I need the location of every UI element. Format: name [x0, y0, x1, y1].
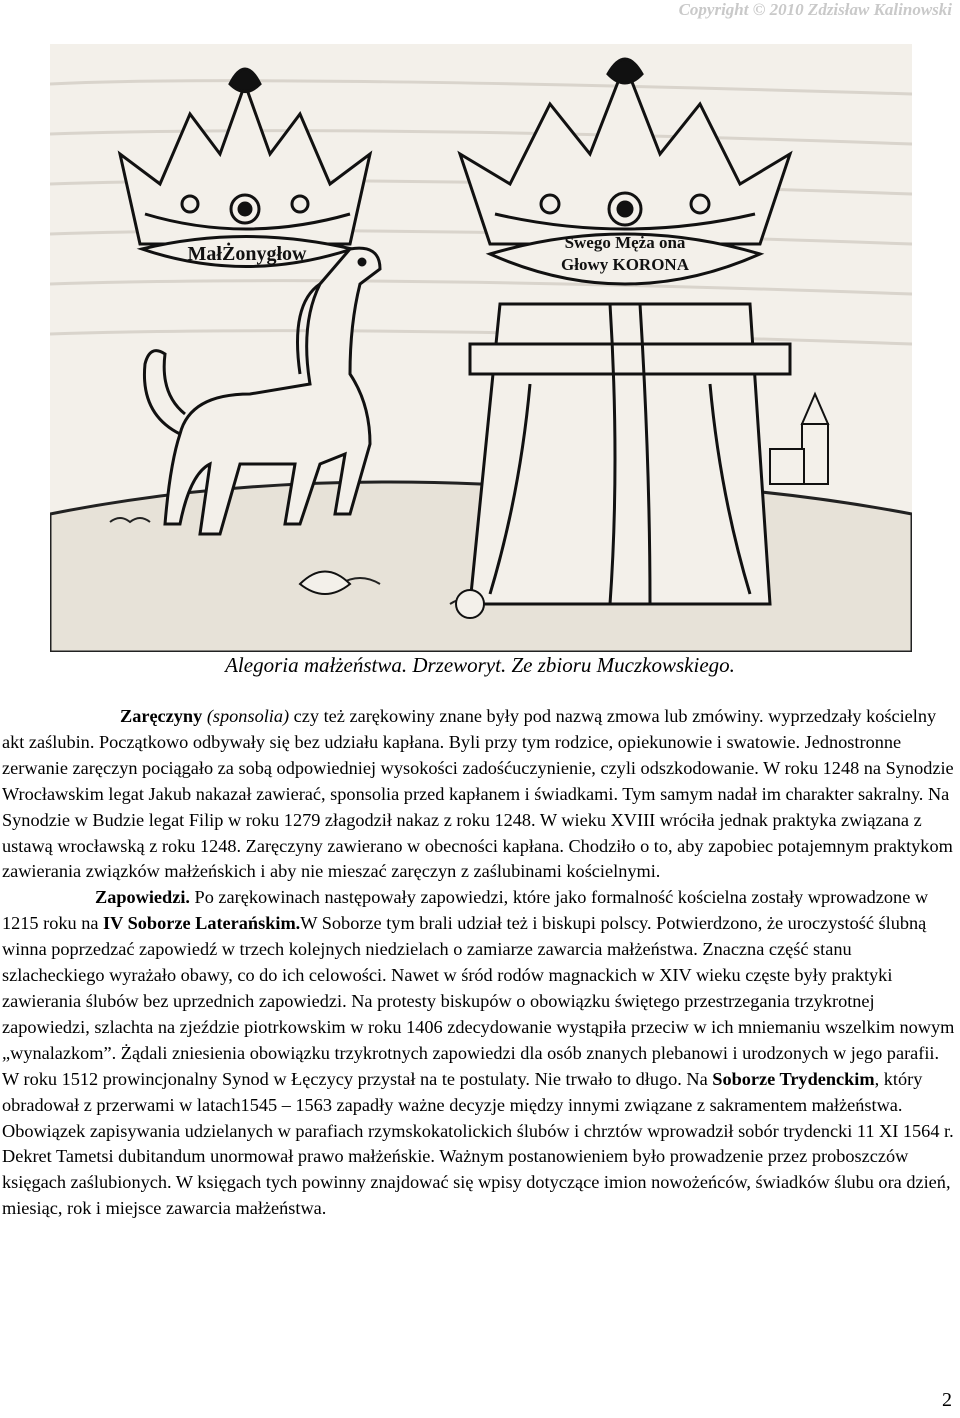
right-banner-line2: Głowy KORONA — [561, 255, 689, 274]
drapery-figure — [470, 304, 790, 604]
text-part-3: , który obradował z przerwami w latach1545 – 1563 zapadły ważne decyzje między innymi związane z sakramentem małżeństwa. Obowiązek zapisywania udzielanych w parafiach rzymskokatolickich ślubów i chrztów wprowadził sobór trydencki 11 XI 1564 r. Dekret Tametsi dubitandum unormował prawo małżeńskie. Ważnym postanowieniem było prowadzenie przez proboszczów księgach zaślubionych. W księgach tych powinny znajdować się wpisy dotyczące imion nowożeńców, świadków ślubu ora dzień, miesiąc, rok i miejsce zawarcia małżeństwa. — [2, 1068, 954, 1219]
flower-figure — [456, 590, 484, 618]
left-crown — [120, 69, 370, 244]
lead-text: czy też zarękowiny znane były pod nazwą zmowa lub — [289, 706, 688, 726]
term-zareczyny: Zaręczyny — [120, 706, 203, 726]
right-banner-line1: Swego Męża ona — [564, 233, 686, 252]
bold-trent: Soborze Trydenckim — [712, 1068, 875, 1089]
left-banner-text: MałŻonygłow — [187, 243, 307, 265]
term-latin: (sponsolia) — [206, 706, 290, 726]
indent-spacer — [2, 706, 120, 726]
indent-spacer — [2, 887, 95, 907]
paragraph-zareczyny — [2, 704, 958, 885]
woodcut-illustration — [50, 44, 912, 652]
copyright-notice: Copyright © 2010 Zdzisław Kalinowski — [678, 0, 952, 19]
paragraph-zapowiedzi — [2, 885, 958, 1222]
term-zapowiedzi: Zapowiedzi. — [95, 887, 190, 908]
bold-lateran: IV Soborze Laterańskim. — [103, 913, 301, 934]
page-number: 2 — [942, 1389, 952, 1411]
text-part-2: W Soborze tym brali udział też i biskupi polscy. Potwierdzono, że uroczystość ślubną winna poprzedzać zapowiedź w trzech kolejnych niedzielach o zamiarze zawarcia małżeństwa. Znaczna część stanu szlacheckiego wyrażało obawy, co do ich celowości. Nawet w śród rodów magnackich w XIV wieku częste były praktyki zawierania ślubów bez uprzednich zapowiedzi. Na protesty biskupów o obowiązku świętego przestrzegania trzykrotnej zapowiedzi, szlachta na zjeździe piotrkowskim w roku 1406 zdecydowanie wystąpiła przeciw w ich mniemaniu wszelkim nowym „wynalazkom”. Żądali zniesienia obowiązku trzykrotnych zapowiedzi dla osób znanych plebanowi i urodzonych w jego parafii. W roku 1512 prowincjonalny Synod w Łęczycy przystał na te postulaty. Nie trwało to długo. Na — [2, 913, 955, 1089]
right-crown — [460, 59, 790, 244]
figure-caption: Alegoria małżeństwa. Drzeworyt. Ze zbioru Muczkowskiego. — [225, 653, 735, 677]
church-building — [770, 394, 828, 484]
paragraph-body: zmówiny. wyprzedzały kościelny akt zaślubin. Początkowo odbywały się bez udziału kapłana. Byli przy tym rodzice, opiekunowie i swatowie. Jednostronne zerwanie zaręczyn pociągało za sobą odpowiedniej wysokości zadośćuczynienie, czyli odszkodowanie. W roku 1248 na Synodzie Wrocławskim legat Jakub nakazał zawierać, sponsolia przed kapłanem i świadkami. Tym samym nadał im charakter sakralny. Na Synodzie w Budzie legat Filip w roku 1279 złagodził nakaz z roku 1248. W wieku XVIII wróciła jednak praktyka związana z ustawą wrocławską z roku 1248. Zaręczyny zawierano w obecności kapłana. Chodziło o to, aby zapobiec potajemnym praktykom zawierania związków małżeńskich i aby nie mieszać zaręczyn z zaślubinami kościelnymi. — [2, 706, 954, 882]
article-body — [2, 704, 958, 1222]
text-part-1: Po zarękowinach następowały zapowiedzi, które jako formalność kościelna zostały wprowadzone w 1215 roku na — [2, 887, 929, 934]
